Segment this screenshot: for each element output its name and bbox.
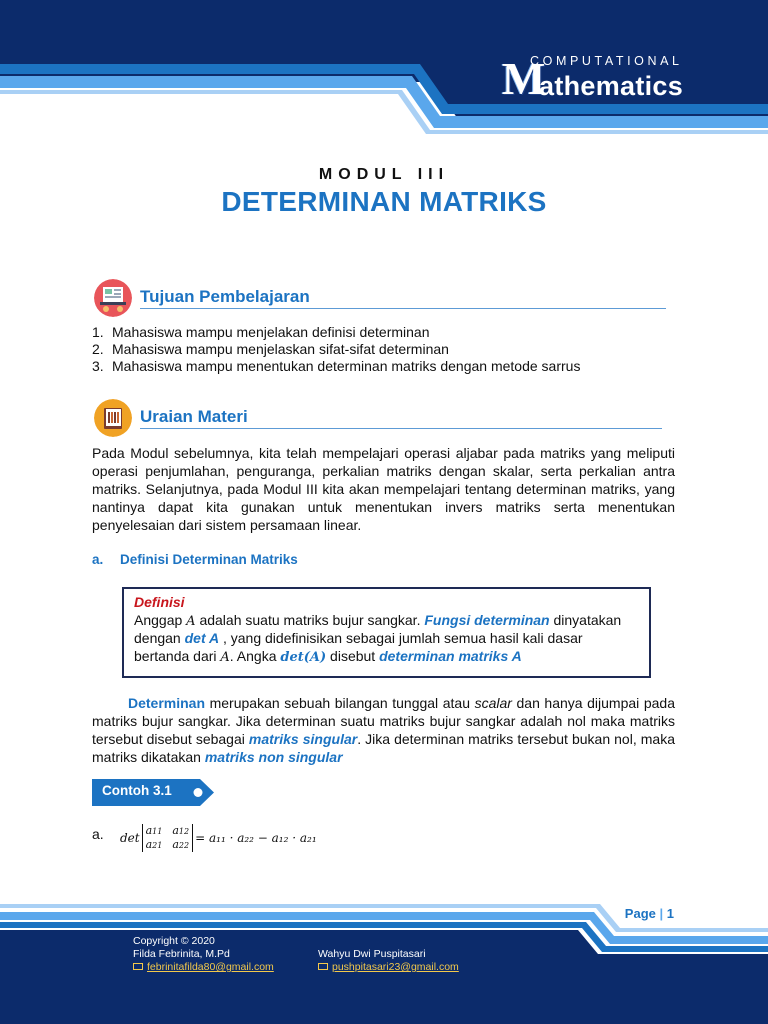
book-icon (94, 399, 132, 437)
example-tag-label: Contoh 3.1 (102, 783, 172, 798)
objectives-list (92, 324, 692, 375)
definition-line-1: Anggap A adalah suatu matriks bujur sangkar. Fungsi determinan dinyatakan (134, 611, 622, 629)
example-letter: a. (92, 826, 104, 842)
module-title: DETERMINAN MATRIKS (221, 186, 547, 217)
brand-name: athematics (539, 71, 684, 101)
definition-line-3: bertanda dari A. Angka det(A) disebut determinan matriks A (134, 647, 522, 665)
definition-line-2: dengan det A , yang didefinisikan sebagai jumlah semua hasil kali dasar (134, 630, 583, 646)
definition-label: Definisi (134, 594, 185, 610)
subsection-heading: a. Definisi Determinan Matriks (92, 552, 298, 567)
footer-author-2: Wahyu Dwi Puspitasari pushpitasari23@gmail.com (318, 948, 459, 973)
mail-icon (133, 963, 143, 970)
list-item: 1. Mahasiswa mampu menjelakan definisi determinan (92, 324, 430, 340)
footer-author-1: Copyright © 2020 Filda Febrinita, M.Pd febrinitafilda80@gmail.com (133, 935, 274, 973)
objectives-heading: Tujuan Pembelajaran (140, 287, 310, 306)
email-link[interactable]: pushpitasari23@gmail.com (332, 961, 459, 973)
presentation-board-icon (94, 279, 132, 317)
materials-divider (140, 428, 662, 429)
list-item: 2. Mahasiswa mampu menjelaskan sifat-sifat determinan (92, 341, 449, 357)
brand-initial: M (502, 53, 546, 104)
explanation-paragraph: Determinan merupakan sebuah bilangan tunggal atau scalar dan hanya dijumpai pada matriks bujur sangkar. Jika determinan suatu matriks bujur sangkar adalah nol maka matriks tersebut disebut sebagai matriks singular. Jika determinan matriks tersebut bukan nol, maka matriks dikatakan matriks non singular (92, 695, 675, 765)
mail-icon (318, 963, 328, 970)
brand-logo (502, 54, 742, 106)
example-formula: det a11 a12 a21 a22 = a₁₁ · a₂₂ − a₁₂ · a₂₁ (120, 824, 317, 851)
definition-box (122, 587, 651, 678)
materials-heading: Uraian Materi (140, 407, 248, 426)
list-item: 3. Mahasiswa mampu menentukan determinan matriks dengan metode sarrus (92, 358, 581, 374)
objectives-divider (140, 308, 666, 309)
email-link[interactable]: febrinitafilda80@gmail.com (147, 961, 274, 973)
module-number: MODUL III (318, 166, 450, 183)
matrix-bracket: a11 a12 a21 a22 (142, 824, 194, 852)
brand-subtitle: COMPUTATIONAL (530, 54, 683, 68)
intro-paragraph: Pada Modul sebelumnya, kita telah mempelajari operasi aljabar pada matriks yang meliputi operasi penjumlahan, penguranga, perkalian matriks dengan skalar, serta perkalian antra matriks. Selanjutnya, pada Modul III kita akan mempelajari tentang determinan matriks, yang nantinya dapat kita gunakan untuk menentukan invers matriks serta menentukan penyelesaian dari sistem persamaan linear. (92, 445, 675, 533)
page-number: Page | 1 (624, 906, 674, 921)
